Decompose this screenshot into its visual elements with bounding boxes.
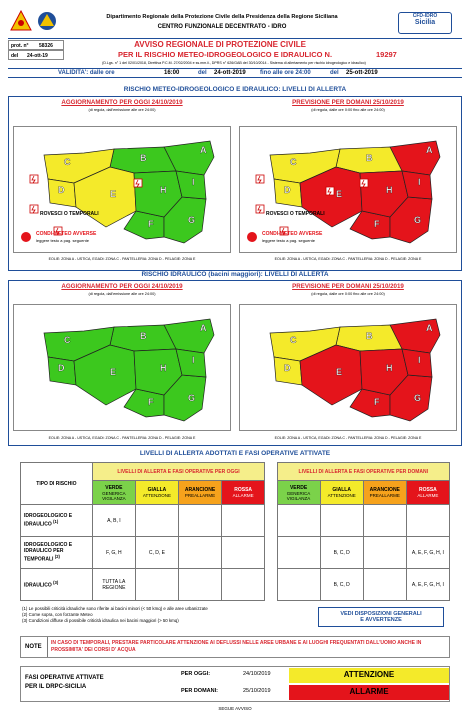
vedi-disposizioni-button[interactable] — [318, 607, 444, 627]
col-verde-oggi — [92, 481, 135, 505]
protezione-logo — [36, 10, 58, 32]
zone-label-h: H — [386, 185, 393, 195]
zone-label-h: H — [160, 363, 167, 373]
cell: A, E, F, G, H, I — [406, 537, 449, 569]
col-gialla-domani — [320, 481, 363, 505]
zone-label-d: D — [58, 363, 65, 373]
cell: C, D, E — [135, 537, 178, 569]
legal-ref: (D.Lgs. n° 1 del 02/01/2018, Direttiva P.C.M. 27/02/2004 e ss.mm.ii., DPRS n° 626/GAB del 30/10/2014 - Sistema di allertamento per rischio idrogeologico e idraulico) — [102, 61, 366, 65]
table-title: LIVELLI DI ALLERTA ADOTTATI E FASI OPERATIVE ATTIVATE — [139, 450, 331, 457]
col-rossa-sub: ALLARME — [232, 493, 254, 498]
vedi-line1: VEDI DISPOSIZIONI GENERALI — [340, 611, 422, 617]
condi-sub-legend: leggere testo a pag. seguente — [262, 238, 315, 243]
cell — [179, 537, 222, 569]
validity-bar — [8, 68, 462, 78]
cell — [406, 505, 449, 537]
zone-label-c: C — [290, 335, 297, 345]
sicily-map — [14, 127, 230, 252]
col-gialla-sub: ATTENZIONE — [142, 493, 172, 498]
sicily-map — [240, 127, 456, 252]
footnote-1: (1) Le possibili criticità idrauliche sono riferite ai bacini minori (< 50 kmq) e alle aree urbanizzate — [22, 606, 208, 611]
spacer — [265, 463, 277, 481]
s1-left-sub: (di regola, dall'emissione alle ore 24:00) — [88, 108, 156, 112]
s2-left-sub: (di regola, dall'emissione alle ore 24:00) — [88, 292, 156, 296]
zone-label-c: C — [64, 157, 71, 167]
del-label: del — [11, 53, 19, 59]
zone-label-a: A — [200, 323, 207, 333]
zone-label-g: G — [414, 393, 422, 403]
zone-label-a: A — [200, 145, 207, 155]
fasi-oggi-value: ATTENZIONE — [289, 668, 449, 683]
prot-label: prot. n° — [11, 43, 29, 49]
zone-label-e: E — [336, 367, 343, 377]
cfd-logo — [398, 12, 452, 34]
col-verde-domani — [277, 481, 320, 505]
cell — [135, 505, 178, 537]
s1-right-sub: (di regola, dalle ore 0:00 fino alle ore 24:00) — [311, 108, 385, 112]
col-rossa-sub: ALLARME — [417, 493, 439, 498]
condi-legend: CONDI-METEO AVVERSE — [262, 231, 323, 237]
s1-zones-caption: EOLIE: ZONA A - USTICA, EGADI: ZONA C - PANTELLERIA: ZONA D - PELAGIE: ZONA E — [48, 257, 196, 261]
fasi-label-1: FASI OPERATIVE ATTIVATE — [25, 675, 104, 681]
oggi-header: LIVELLI DI ALLERTA E FASI OPERATIVE PER OGGI — [92, 463, 264, 481]
cell: TUTTA LA REGIONE — [92, 569, 135, 601]
row-label-text: IDRAULICO — [24, 582, 52, 589]
row-label — [21, 569, 93, 601]
zone-label-e: E — [110, 367, 117, 377]
zone-label-f: F — [374, 219, 380, 229]
cell — [222, 505, 265, 537]
row-label — [21, 537, 93, 569]
col-verde-label: VERDE — [289, 484, 308, 491]
fasi-label-2: PER IL DRPC-SICILIA — [25, 684, 87, 690]
fasi-oggi-label: PER OGGI: — [181, 671, 211, 677]
zone-label-b: B — [140, 331, 147, 341]
zone-label-c: C — [64, 335, 71, 345]
cell — [363, 569, 406, 601]
zone-label-f: F — [148, 397, 154, 407]
zone-label-b: B — [366, 331, 373, 341]
validity-to: fino alle ore 24:00 — [260, 70, 311, 76]
cell: F, G, H — [92, 537, 135, 569]
zone-label-e: E — [110, 189, 117, 199]
zone-label-b: B — [140, 153, 147, 163]
row-label-text: IDROGEOLOGICO E IDRAULICO PER TEMPORALI — [24, 542, 73, 563]
cell — [277, 569, 320, 601]
fasi-box — [20, 666, 450, 702]
cell — [320, 505, 363, 537]
segue-avviso: SEGUE AVVISO — [218, 706, 252, 711]
cell: A, B, I — [92, 505, 135, 537]
zone-label-d: D — [284, 363, 291, 373]
zone-label-i: I — [192, 355, 195, 365]
sicily-map — [240, 305, 456, 430]
divider — [47, 637, 48, 657]
zone-label-h: H — [386, 363, 393, 373]
fasi-domani-date: 25/10/2019 — [243, 688, 271, 694]
col-arancione-label: ARANCIONE — [369, 487, 400, 493]
dept-title: Dipartimento Regionale della Protezione Civile della Presidenza della Regione Siciliana — [106, 14, 338, 20]
zone-label-d: D — [284, 185, 291, 195]
zone-label-c: C — [290, 157, 297, 167]
s2-zones-caption: EOLIE: ZONA A - USTICA, EGADI: ZONA C - PANTELLERIA: ZONA D - PELAGIE: ZONA E — [48, 436, 196, 440]
fasi-domani-value: ALLARME — [289, 685, 449, 700]
zone-label-a: A — [426, 145, 433, 155]
col-arancione-oggi — [179, 481, 222, 505]
col-arancione-label: ARANCIONE — [184, 487, 216, 493]
cell: A, E, F, G, H, I — [406, 569, 449, 601]
col-verde-sub: GENERICA VIGILANZA — [286, 490, 311, 501]
prot-box — [8, 40, 64, 50]
s2-left-title: AGGIORNAMENTO PER OGGI 24/10/2019 — [61, 283, 183, 290]
validity-label: VALIDITA': dalle ore — [58, 70, 115, 76]
centro-title: CENTRO FUNZIONALE DECENTRATO - IDRO — [157, 24, 287, 30]
fasi-oggi-date: 24/10/2019 — [243, 671, 271, 677]
col-rossa-domani — [406, 481, 449, 505]
col-verde-label: VERDE — [105, 484, 123, 491]
prot-value: 58326 — [39, 43, 53, 49]
alert-table — [20, 462, 450, 601]
domani-header: LIVELLI DI ALLERTA E FASI OPERATIVE PER DOMANI — [277, 463, 449, 481]
col-rossa-label: ROSSA — [419, 487, 437, 493]
cell — [277, 505, 320, 537]
cell — [135, 569, 178, 601]
col-arancione-domani — [363, 481, 406, 505]
zone-label-g: G — [414, 215, 422, 225]
col-arancione-sub: PREALLARME — [369, 493, 400, 498]
s1-left-title: AGGIORNAMENTO PER OGGI 24/10/2019 — [61, 99, 183, 106]
zone-label-i: I — [418, 177, 421, 187]
validity-del2: del — [330, 70, 339, 76]
cell — [363, 505, 406, 537]
cell — [222, 569, 265, 601]
spacer — [265, 481, 277, 505]
validity-from-date: 24-ott-2019 — [214, 70, 246, 76]
zone-label-i: I — [418, 355, 421, 365]
zone-label-b: B — [366, 153, 373, 163]
zone-label-h: H — [160, 185, 167, 195]
zone-label-f: F — [374, 397, 380, 407]
col-verde-sub: GENERICA VIGILANZA — [102, 490, 126, 501]
footnote-3: (3) Condizioni diffuse di possibile criticità idraulica nei bacini maggiori (> 50 kmq) — [22, 618, 179, 623]
col-gialla-sub: ATTENZIONE — [327, 493, 356, 498]
footnote-2: (2) Come sopra, con forzante Meteo — [22, 612, 93, 617]
row-sup: (2) — [54, 554, 60, 560]
spacer — [265, 537, 277, 569]
fasi-domani-label: PER DOMANI: — [181, 688, 218, 694]
s1-zones-caption-right: EOLIE: ZONA A - USTICA, EGADI: ZONA C - PANTELLERIA: ZONA D - PELAGIE: ZONA E — [274, 257, 422, 261]
cell: B, C, D — [320, 537, 363, 569]
divider — [8, 38, 462, 39]
temporali-legend: ROVESCI O TEMPORALI — [266, 211, 325, 217]
row-sup: (3) — [53, 580, 59, 586]
avviso-title: AVVISO REGIONALE DI PROTEZIONE CIVILE — [134, 40, 306, 49]
spacer — [265, 505, 277, 537]
s2-right-title: PREVISIONE PER DOMANI 25/10/2019 — [292, 283, 404, 290]
cell — [179, 505, 222, 537]
condi-legend: CONDI-METEO AVVERSE — [36, 231, 97, 237]
note-box — [20, 636, 450, 658]
table-row — [21, 537, 450, 569]
col-gialla-label: GIALLA — [147, 487, 167, 493]
zone-label-a: A — [426, 323, 433, 333]
cell — [363, 537, 406, 569]
s1-left-map-frame — [13, 126, 231, 253]
s2-zones-caption-right: EOLIE: ZONA A - USTICA, EGADI: ZONA C - PANTELLERIA: ZONA D - PELAGIE: ZONA E — [274, 436, 422, 440]
s2-right-map-frame — [239, 304, 457, 431]
zone-label-g: G — [188, 215, 196, 225]
col-rossa-label: ROSSA — [234, 487, 253, 493]
table-row — [21, 505, 450, 537]
s2-left-map-frame — [13, 304, 231, 431]
condi-sub-legend: leggere testo a pag. seguente — [36, 238, 89, 243]
temporali-legend: ROVESCI O TEMPORALI — [40, 211, 99, 217]
del-value: 24-ott-19 — [27, 53, 48, 59]
footnotes — [22, 606, 302, 624]
s2-right-sub: (di regola, dalle ore 0:00 fino alle ore 24:00) — [311, 292, 385, 296]
zone-label-e: E — [336, 189, 343, 199]
warning-icon — [21, 232, 31, 242]
cfd-logo-top: CFD-IDRO — [412, 13, 438, 19]
avviso-subtitle: PER IL RISCHIO METEO-IDROGEOLOGICO E IDRAULICO N. — [118, 50, 333, 59]
table-row — [21, 569, 450, 601]
validity-from-hour: 16:00 — [164, 70, 180, 76]
validity-to-date: 25-ott-2019 — [346, 70, 378, 76]
zone-label-d: D — [58, 185, 65, 195]
col-gialla-label: GIALLA — [332, 487, 351, 493]
sicily-map — [14, 305, 230, 430]
spacer — [265, 569, 277, 601]
vedi-line2: E AVVERTENZE — [360, 617, 402, 623]
note-label: NOTE — [25, 644, 42, 650]
cfd-logo-bottom: Sicilia — [414, 19, 436, 26]
row-label — [21, 505, 93, 537]
cell — [179, 569, 222, 601]
col-rossa-oggi — [222, 481, 265, 505]
region-logo — [10, 10, 32, 32]
section2-title: RISCHIO IDRAULICO (bacini maggiori): LIVELLI DI ALLERTA — [141, 271, 329, 278]
row-sup: (1) — [53, 519, 59, 525]
row-label-text: IDROGEOLOGICO E IDRAULICO — [24, 513, 73, 528]
cell: B, C, D — [320, 569, 363, 601]
validity-del: del — [198, 70, 207, 76]
zone-label-g: G — [188, 393, 196, 403]
col-arancione-sub: PREALLARME — [184, 493, 216, 498]
note-text: IN CASO DI TEMPORALI, PRESTARE PARTICOLARE ATTENZIONE AI DEFLUSSI NELLE AREE URBANE E AI LUOGHI FREQUENTATI DALL'UOMO ANCHE IN PROSSIMITA' DEI CORSI D' ACQUA — [51, 640, 422, 653]
cell — [277, 537, 320, 569]
del-box — [8, 50, 64, 60]
section1-title: RISCHIO METEO-IDROGEOLOGICO E IDRAULICO: LIVELLI DI ALLERTA — [123, 86, 347, 93]
tipo-rischio-header: TIPO DI RISCHIO — [21, 463, 93, 505]
s1-right-map-frame — [239, 126, 457, 253]
zone-label-f: F — [148, 219, 154, 229]
cell — [222, 537, 265, 569]
zone-label-i: I — [192, 177, 195, 187]
warning-icon — [247, 232, 257, 242]
s1-right-title: PREVISIONE PER DOMANI 25/10/2019 — [292, 99, 404, 106]
avviso-number: 19297 — [376, 50, 397, 59]
col-gialla-oggi — [135, 481, 178, 505]
